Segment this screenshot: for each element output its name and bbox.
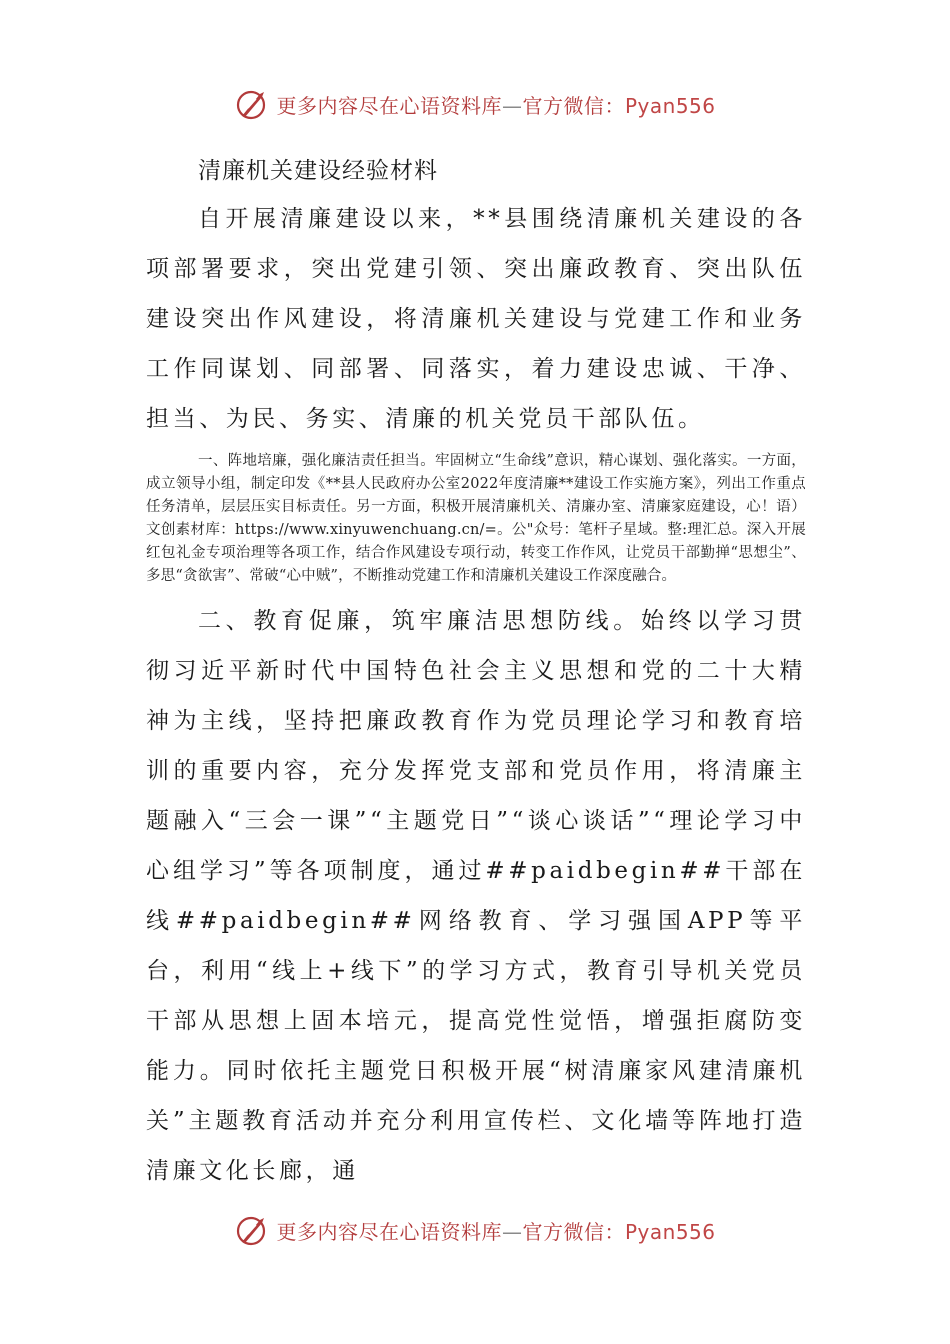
section-2-paragraph: 二、教育促廉，筑牢廉洁思想防线。始终以学习贯彻习近平新时代中国特色社会主义思想和党的二十大精神为主线，坚持把廉政教育作为党员理论学习和教育培训的重要内容，充分发挥党支部和党员作用，将清廉主题融入“三会一课”“主题党日”“谈心谈话”“理论学习中心组学习”等各项制度，通过##paidbegin##干部在线##paidbegin##网络教育、学习强国APP等平台，利用“线上+线下”的学习方式，教育引导机关党员干部从思想上固本培元，提高党性觉悟，增强拒腐防变能力。同时依托主题党日积极开展“树清廉家风建清廉机关”主题教育活动并充分利用宣传栏、文化墙等阵地打造清廉文化长廊，通	[146, 608, 806, 1184]
intro-paragraph: 自开展清廉建设以来，**县围绕清廉机关建设的各项部署要求，突出党建引领、突出廉政教育、突出队伍建设突出作风建设，将清廉机关建设与党建工作和业务工作同谋划、同部署、同落实，着力建设忠诚、干净、担当、为民、务实、清廉的机关党员干部队伍。	[146, 206, 806, 432]
quill-pen-logo-icon	[234, 86, 270, 122]
document-title: 清廉机关建设经验材料	[198, 158, 438, 184]
banner-text: 更多内容尽在心语资料库—官方微信：Pyan556	[276, 93, 716, 118]
header-banner	[0, 84, 950, 124]
quill-pen-logo-icon	[234, 1212, 270, 1248]
footer-banner	[0, 1210, 950, 1250]
document-body	[146, 148, 806, 1196]
section-1-paragraph: 一、阵地培廉，强化廉洁责任担当。牢固树立“生命线”意识，精心谋划、强化落实。一方面，成立领导小组，制定印发《**县人民政府办公室2022年度清廉**建设工作实施方案》，列出工作重点任务清单，层层压实目标责任。另一方面，积极开展清廉机关、清廉办室、清廉家庭建设，心！语）文创素材库：https://www.xinyuwenchuang.cn/=。公"众号：笔杆子星域。整:理汇总。深入开展红包礼金专项治理等各项工作，结合作风建设专项行动，转变工作作风，让党员干部勤掸“思想尘”、多思“贪欲害”、常破“心中贼”，不断推动党建工作和清廉机关建设工作深度融合。	[146, 453, 806, 584]
banner-text: 更多内容尽在心语资料库—官方微信：Pyan556	[276, 1219, 716, 1244]
